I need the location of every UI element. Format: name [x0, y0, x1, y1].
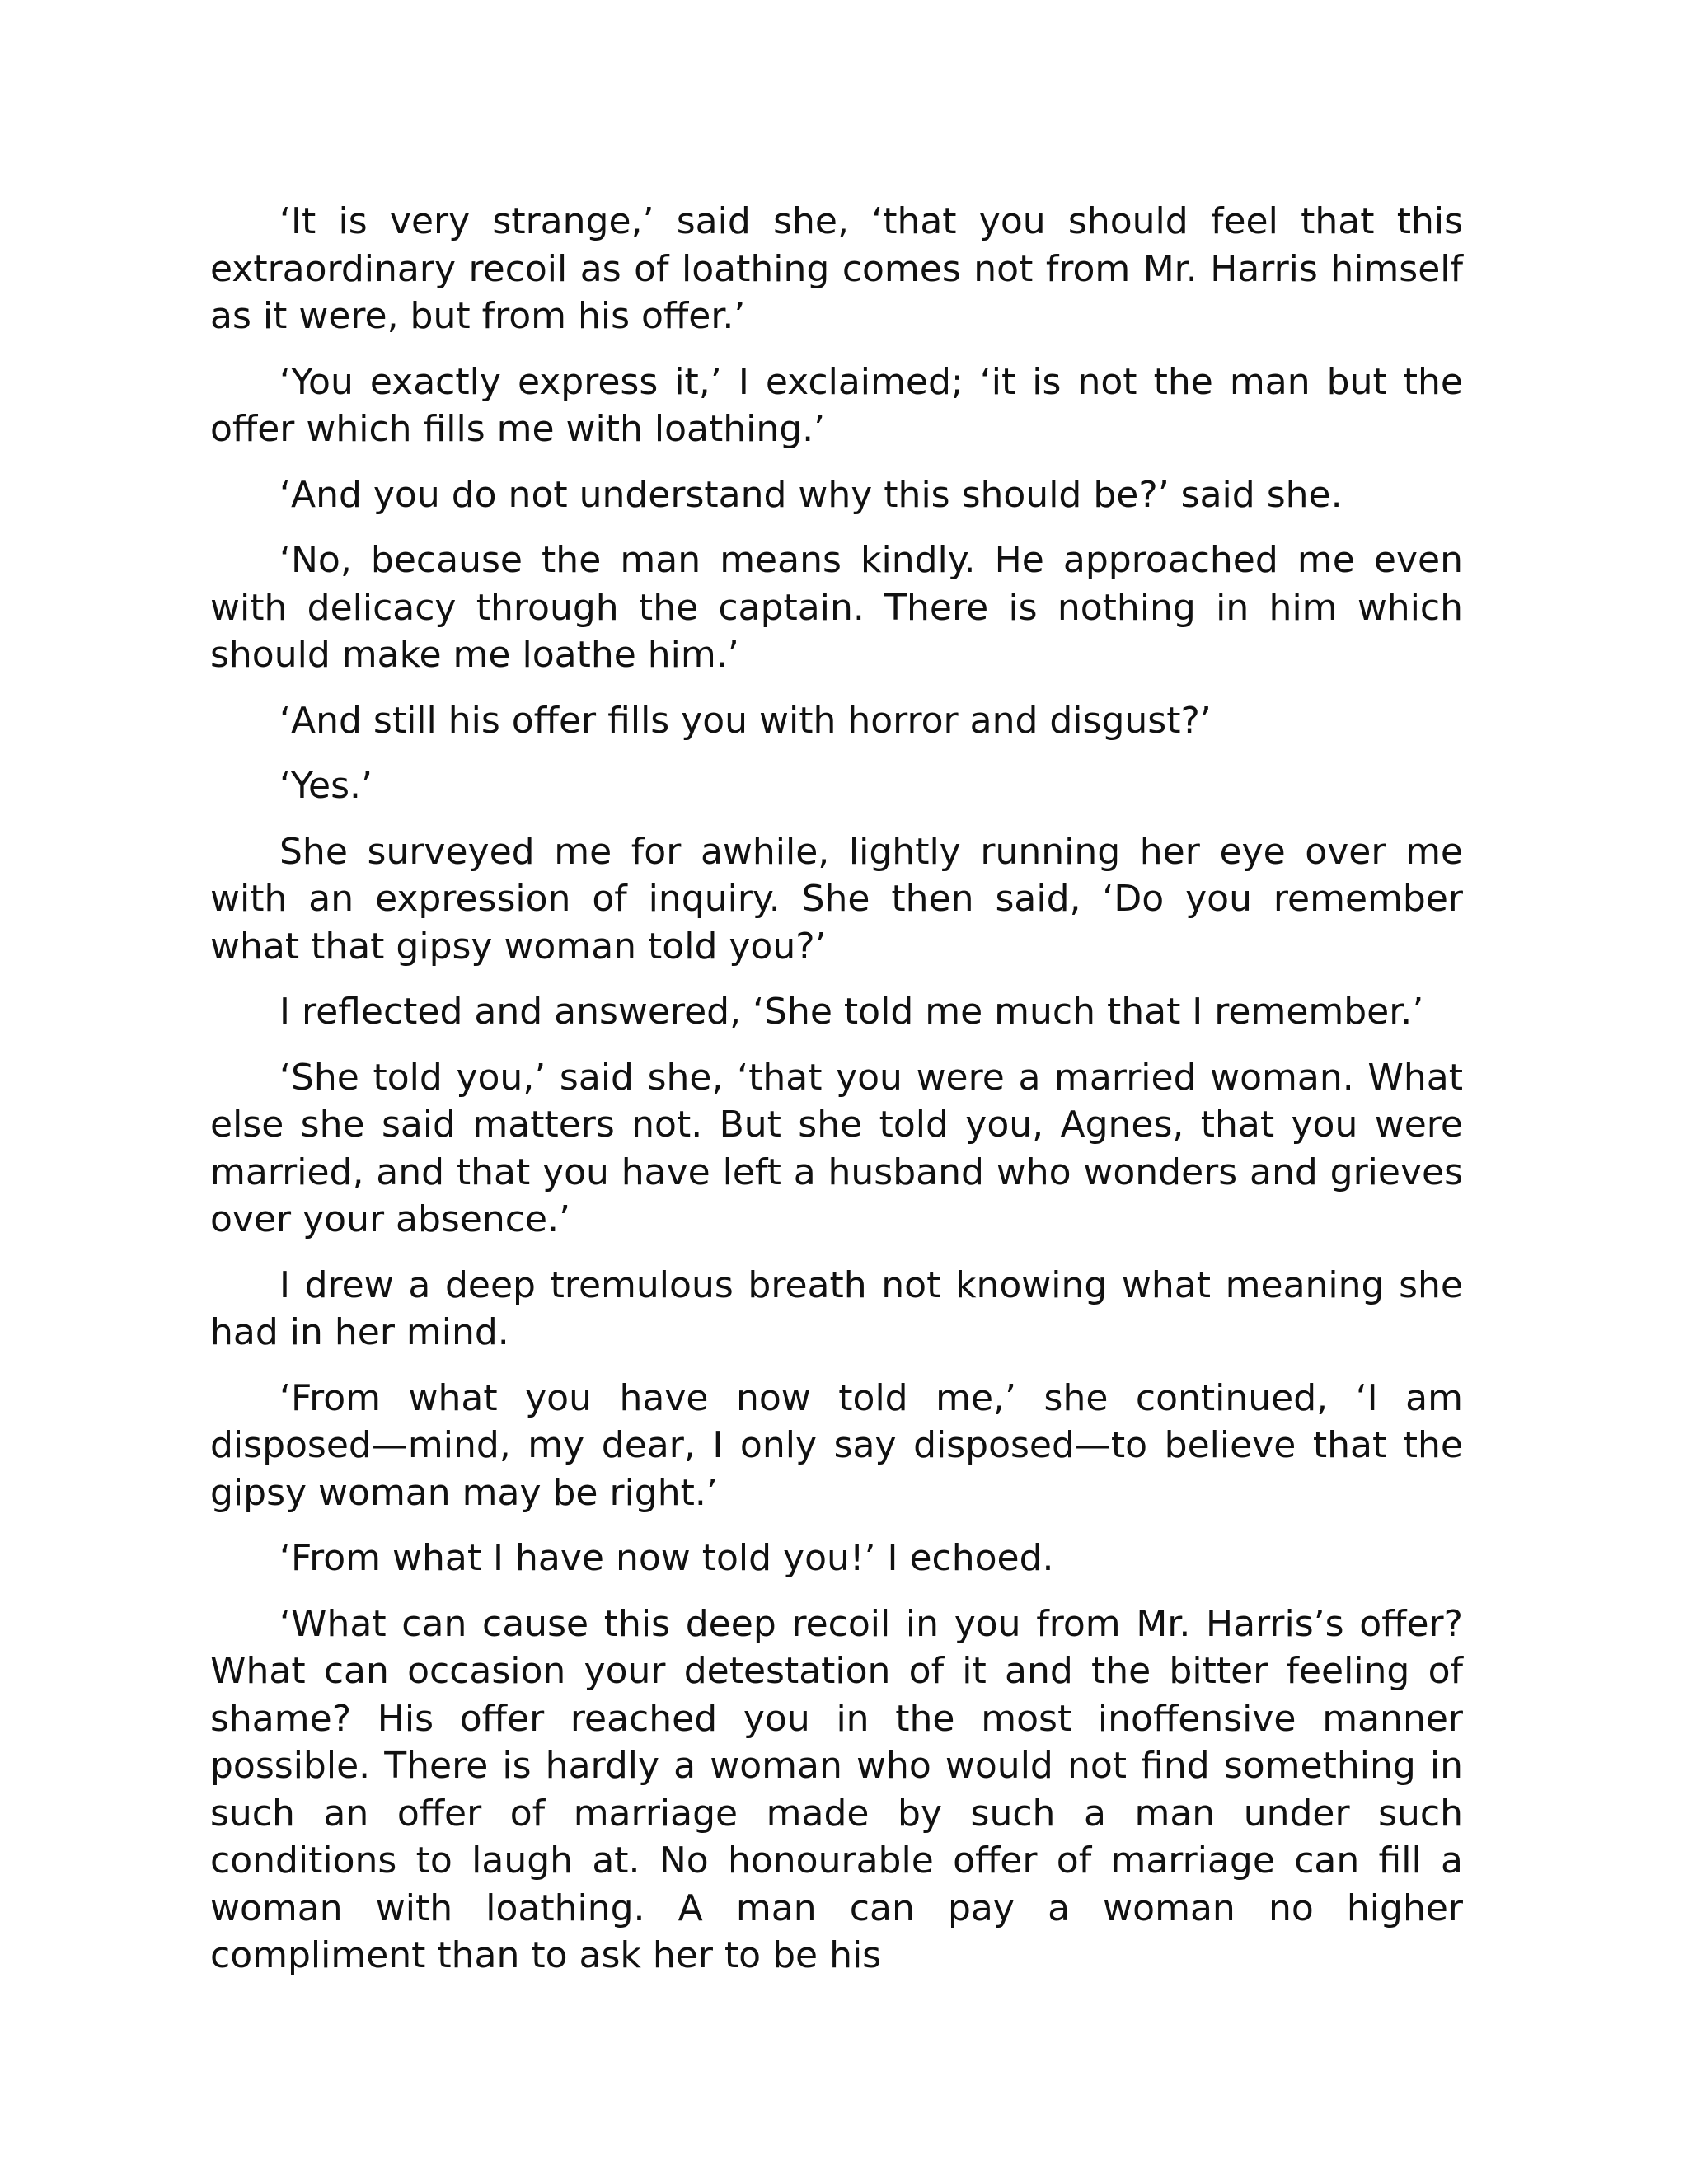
body-text	[210, 198, 1463, 1998]
paragraph: I drew a deep tremulous breath not knowing what meaning she had in her mind.	[210, 1263, 1463, 1353]
paragraph: ‘Yes.’	[279, 765, 373, 807]
paragraph: ‘It is very strange,’ said she, ‘that you should feel that this extraordinary recoil as of loathing comes not from Mr. Harris himself as it were, but from his offer.’	[210, 200, 1463, 337]
paragraph: ‘She told you,’ said she, ‘that you were a married woman. What else she said matters not. But she told you, Agnes, that you were married, and that you have left a husband who wonders and grieves over your absence.’	[210, 1056, 1463, 1240]
paragraph: She surveyed me for awhile, lightly running her eye over me with an expression of inquiry. She then said, ‘Do you remember what that gipsy woman told you?’	[210, 830, 1463, 968]
paragraph: ‘What can cause this deep recoil in you from Mr. Harris’s offer? What can occasion your detestation of it and the bitter feeling of shame? His offer reached you in the most inoffensive manner possible. There is hardly a woman who would not find something in such an offer of marriage made by such a man under such conditions to laugh at. No honourable offer of marriage can fill a woman with loathing. A man can pay a woman no higher compliment than to ask her to be his	[210, 1602, 1463, 1976]
paragraph: ‘From what I have now told you!’ I echoed.	[279, 1537, 1054, 1579]
paragraph: ‘No, because the man means kindly. He approached me even with delicacy through the captain. There is nothing in him which should make me loathe him.’	[210, 539, 1463, 676]
paragraph: I reflected and answered, ‘She told me much that I remember.’	[279, 991, 1424, 1033]
paragraph: ‘You exactly express it,’ I exclaimed; ‘it is not the man but the offer which fills me with loathing.’	[210, 360, 1463, 450]
paragraph: ‘From what you have now told me,’ she continued, ‘I am disposed—mind, my dear, I only say disposed—to believe that the gipsy woman may be right.’	[210, 1376, 1463, 1514]
paragraph: ‘And still his offer fills you with horror and disgust?’	[279, 699, 1212, 742]
paragraph: ‘And you do not understand why this should be?’ said she.	[279, 473, 1343, 516]
